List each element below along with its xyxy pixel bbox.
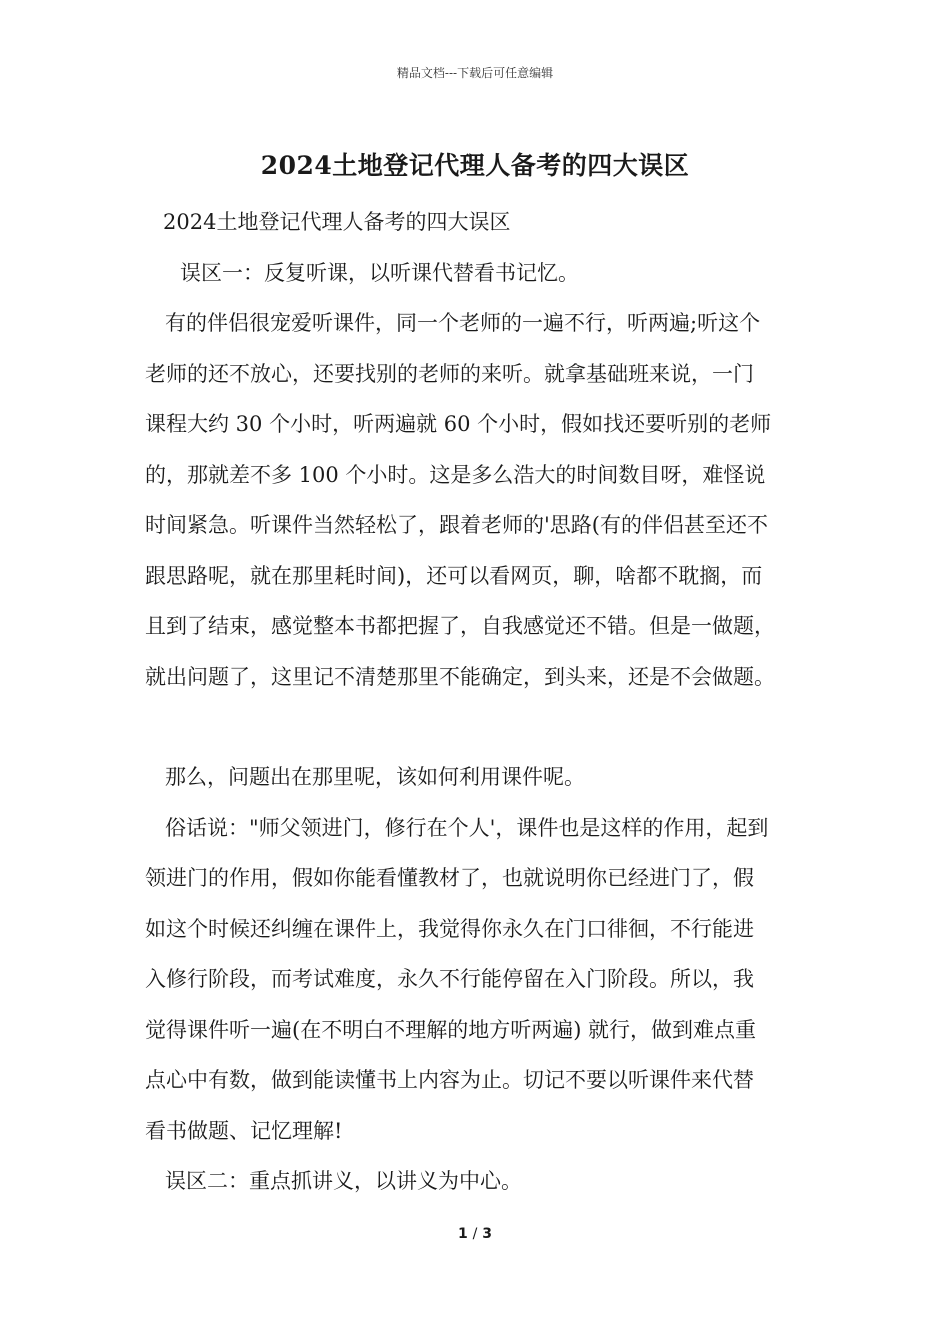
paragraph-line: 领进门的作用，假如你能看懂教材了，也就说明你已经进门了，假 (145, 866, 754, 890)
page-separator: / (472, 1226, 478, 1242)
paragraph-line: 老师的还不放心，还要找别的老师的来听。就拿基础班来说，一门 (145, 361, 754, 386)
paragraph-line: 有的伴侣很宠爱听课件，同一个老师的一遍不行，听两遍;听这个 (165, 311, 761, 335)
paragraph-line: 的，那就差不多 100 个小时。这是多么浩大的时间数目呀，难怪说 (145, 462, 766, 487)
paragraph-line: 跟思路呢，就在那里耗时间)，还可以看网页，聊，啥都不耽搁，而 (145, 563, 763, 588)
paragraph-line: 觉得课件听一遍(在不明白不理解的地方听两遍) 就行，做到难点重 (145, 1017, 757, 1042)
paragraph-2: 那么，问题出在那里呢，该如何利用课件呢。 (165, 765, 585, 789)
paragraph-line: 点心中有数，做到能读懂书上内容为止。切记不要以听课件来代替 (145, 1068, 754, 1092)
paragraph-line: 且到了结束，感觉整本书都把握了，自我感觉还不错。但是一做题， (145, 614, 775, 638)
blank-line (145, 702, 825, 752)
paragraph-line: 看书做题、记忆理解! (145, 1118, 343, 1143)
document-title: 2024土地登记代理人备考的四大误区 (260, 151, 690, 180)
paragraph-line: 如这个时候还纠缠在课件上，我觉得你永久在门口徘徊，不行能进 (145, 916, 754, 941)
page-number (0, 1226, 950, 1242)
paragraph-line: 入修行阶段，而考试难度，永久不行能停留在入门阶段。所以，我 (145, 967, 754, 991)
section1-heading: 误区一：反复听课，以听课代替看书记忆。 (180, 260, 579, 285)
page-total: 3 (482, 1226, 492, 1242)
paragraph-1 (145, 298, 825, 702)
paragraph-line: 时间紧急。听课件当然轻松了，跟着老师的'思路(有的伴侣甚至还不 (145, 513, 768, 537)
document-body (145, 197, 825, 1207)
paragraph-3 (145, 803, 825, 1157)
paragraph-line: 俗话说："师父领进门，修行在个人'，课件也是这样的作用，起到 (165, 815, 769, 840)
paragraph-line: 就出问题了，这里记不清楚那里不能确定，到头来，还是不会做题。 (145, 664, 775, 689)
section2-heading: 误区二：重点抓讲义，以讲义为中心。 (165, 1169, 522, 1193)
page-current: 1 (458, 1226, 468, 1242)
page-header: 精品文档---下载后可任意编辑 (396, 66, 554, 80)
paragraph-line: 课程大约 30 个小时，听两遍就 60 个小时，假如找还要听别的老师 (145, 412, 772, 436)
subtitle: 2024土地登记代理人备考的四大误区 (163, 210, 511, 234)
